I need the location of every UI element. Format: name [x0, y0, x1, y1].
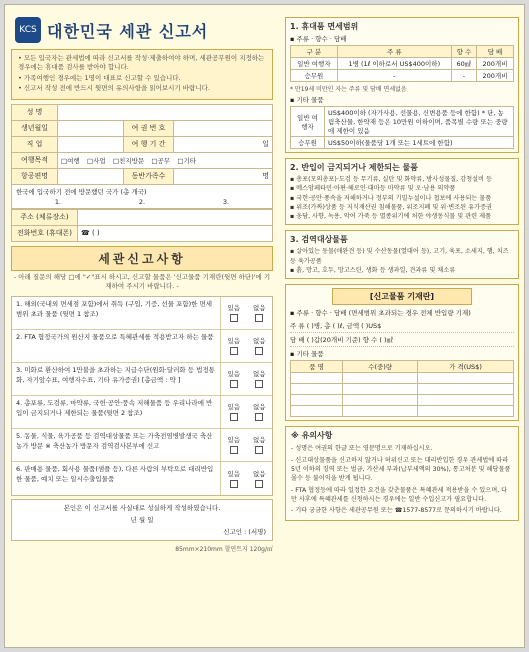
- caution-item: - 성명은 여권의 한글 또는 영문명으로 기재하십시오.: [291, 445, 433, 453]
- no-checkbox[interactable]: 없음: [253, 336, 266, 355]
- section-subheading: ▪ 기타 물품: [290, 96, 324, 104]
- yes-checkbox[interactable]: 있음: [227, 469, 240, 488]
- section-heading: 1. 휴대품 면세범위: [290, 22, 359, 31]
- list-item: ▪ 국헌·공안·풍속을 저해하거나 정부의 기밀누설이나 첩보에 사용되는 물품: [290, 194, 492, 202]
- declaration-item: [12, 330, 272, 363]
- no-checkbox[interactable]: 없음: [253, 435, 266, 454]
- job-field[interactable]: [58, 136, 124, 152]
- table-row: 승무원 - - 200개비: [291, 70, 514, 82]
- no-checkbox[interactable]: 없음: [253, 303, 266, 322]
- no-checkbox[interactable]: 없음: [253, 369, 266, 388]
- caution-item: - FTA 협정등에 따라 일정한 요건을 갖춘물품은 특혜관세 적용받을 수 있으며, 다만 사후에 특혜관세를 신청하시는 경우에는 일반 수입신고가 필요합니다.: [291, 486, 508, 503]
- declaration-item: [12, 297, 272, 330]
- address-field[interactable]: [78, 209, 273, 225]
- personal-info-table: [11, 104, 273, 185]
- declaration-item: [12, 462, 272, 495]
- front-page: [11, 11, 273, 553]
- yes-checkbox[interactable]: 있음: [227, 336, 240, 355]
- phone-field[interactable]: ☎ ( ): [78, 225, 273, 241]
- passport-label: 여 권 번 호: [124, 120, 174, 136]
- table-header: 주 류: [337, 46, 451, 58]
- visited-3: 3.: [222, 197, 230, 206]
- flight-label: 항공편명: [12, 168, 58, 184]
- address-label: 주소 (체류장소): [12, 209, 78, 225]
- purpose-other-checkbox[interactable]: □기타: [177, 156, 197, 165]
- yes-checkbox[interactable]: 있음: [227, 303, 240, 322]
- name-field[interactable]: [58, 104, 273, 120]
- list-item: ▪ 위조(가짜)상품 등 지식재산권 침해물품, 위조지폐 및 위·변조된 유가증권: [290, 203, 493, 211]
- list-item: ▪ 메스암페타민·아편·헤로인·대마등 마약류 및 오·남용 의약품: [290, 185, 456, 193]
- item-text: 6. 판매용 물품, 회사용 물품(샘플 등), 다른 사람의 부탁으로 대리반입한 물품, 예치 또는 일시수출입물품: [16, 464, 214, 483]
- item-text: 1. 해외(국내외 면세점 포함)에서 취득 (구입, 기증, 선물 포함)한 면세범위 초과 물품 (뒷면 1 참조): [16, 299, 213, 318]
- companions-field[interactable]: [174, 168, 273, 184]
- list-item: ▪ 살아있는 동물(애완견 등) 및 수산동물(열대어 등), 고기, 육포, 소세지, 햄, 치즈 등 육가공품: [290, 248, 509, 265]
- table-row: 일반 여행자 1병 (1ℓ 이하로서 US$400이하) 60㎖ 200개비: [291, 58, 514, 70]
- caution-item: - 신고대상물품을 신고하지 않거나 허위신고 또는 대리반입한 경우 관세법에 따라 5년 이하의 징역 또는 벌금, 가산세 부과(납부세액의 30%), 통고처분 및 해당물품 몰수 등 불이익을 받게 됩니다.: [291, 456, 511, 483]
- item-text: 4. 총포류, 도검류, 마약류, 국헌·공안·풍속 저해물품 등 우리나라에 반입이 금지되거나 제한되는 물품(뒷면 2 참조): [16, 398, 213, 417]
- flight-field[interactable]: [58, 168, 124, 184]
- form-header: [11, 11, 273, 49]
- declare-date[interactable]: 년 월 일: [130, 515, 154, 524]
- table-row: 승무원 US$50이하(물품당 1개 또는 1세트에 한함): [291, 137, 514, 149]
- item-text: 2. FTA 협정국가의 원산지 물품으로 특혜관세를 적용받고자 하는 물품: [16, 332, 214, 341]
- item-text: 5. 동물, 식물, 육가공품 등 검역대상물품 또는 가축전염병발생국 축산농가 방문 ※ 축산농가 방문자 검역검사본부에 신고: [16, 431, 213, 450]
- table-row: [291, 395, 514, 406]
- table-row: [291, 384, 514, 395]
- declaration-items: [11, 296, 273, 496]
- purpose-business-checkbox[interactable]: □사업: [86, 156, 106, 165]
- passport-field[interactable]: [174, 120, 273, 136]
- section-heading: 3. 검역대상물품: [290, 235, 348, 245]
- dob-label: 생년월일: [12, 120, 58, 136]
- list-item: ▪ 총포(모의총포)·도검 등 무기류, 실탄 및 화약류, 방사성물질, 감청설비 등: [290, 176, 492, 183]
- list-item: ▪ 웅담, 사향, 녹용, 악어 가죽 등 멸종위기에 처한 야생동식물 및 관련 제품: [290, 213, 492, 221]
- caution-section: [285, 426, 519, 521]
- quarantine-section: [285, 230, 519, 279]
- visited-2: 2.: [138, 197, 146, 206]
- tobacco-perfume-field[interactable]: 담 배 ( )갑(20개비 기준) 향 수 ( )㎖: [290, 333, 514, 347]
- yes-checkbox[interactable]: 있음: [227, 369, 240, 388]
- no-checkbox[interactable]: 없음: [253, 402, 266, 421]
- table-header: 품 명: [291, 361, 343, 373]
- customs-emblem-icon: KCS: [15, 17, 41, 43]
- purpose-options: [58, 152, 273, 168]
- caution-item: - 기타 궁금한 사항은 세관공무원 또는 ☎1577-8577로 문의하시기 바랍니다.: [291, 507, 502, 515]
- section-heading: 2. 반입이 금지되거나 제한되는 물품: [290, 163, 418, 172]
- table-row: [291, 406, 514, 417]
- signature-field[interactable]: 신고인 : (서명): [223, 527, 266, 536]
- no-checkbox[interactable]: 없음: [253, 469, 266, 488]
- table-header: 구 분: [291, 46, 338, 58]
- declaration-section-subtitle: - 아래 질문의 해당 □에 "✓"표시 하시고, 신고할 물품은 '신고물품 기재란(뒷면 하단)'에 기재하여 주시기 바랍니다. -: [13, 272, 271, 290]
- purpose-official-checkbox[interactable]: □공무: [151, 156, 171, 165]
- period-unit: 일: [262, 140, 269, 149]
- section-subheading: ▪ 주류 · 향수 · 담배 (면세범위 초과되는 경우 전체 반입량 기재): [290, 309, 471, 318]
- declaration-item: [12, 429, 272, 462]
- declaration-item: [12, 396, 272, 429]
- liquor-field[interactable]: 주 류 ( )병, 총 ( )ℓ, 금액 ( )US$: [290, 319, 514, 333]
- visited-1: 1.: [54, 197, 62, 206]
- purpose-travel-checkbox[interactable]: □여행: [61, 156, 80, 165]
- companions-unit: 명: [262, 172, 269, 181]
- declare-statement: 본인은 이 신고서를 사실대로 성실하게 작성하였습니다.: [63, 503, 221, 512]
- section-heading: ※ 유의사항: [291, 431, 333, 441]
- other-goods-table: [290, 106, 514, 149]
- table-row: 일반 여행자 US$400이하 (자가사용, 선물용, 신변용품 등에 한함) * 단, 농림축산물, 한약재 등은 10만원 이하이며, 품목별 수량 또는 중량에 제한이 있음: [291, 107, 514, 137]
- back-page: [285, 17, 519, 521]
- section-subheading: ▪ 주류 · 향수 · 담배: [290, 35, 347, 43]
- duty-free-table: [290, 45, 514, 82]
- period-label: 여 행 기 간: [124, 136, 174, 152]
- age-note: * 만19세 미만인 자는 주류 및 담배 면세없음: [290, 86, 407, 93]
- declared-goods-form: [285, 284, 519, 421]
- table-header: 담 배: [477, 46, 514, 58]
- table-header: 수(중)량: [343, 361, 418, 373]
- list-item: ▪ 흙, 망고, 호두, 망고스틴, 생화 등 생과일, 견과류 및 채소류: [290, 267, 456, 275]
- declaration-form: [4, 4, 525, 648]
- yes-checkbox[interactable]: 있음: [227, 435, 240, 454]
- contact-table: [11, 209, 273, 242]
- notice-line: • 가족여행인 경우에는 1명이 대표로 신고할 수 있습니다.: [18, 73, 181, 82]
- prohibited-section: [285, 158, 519, 225]
- yes-checkbox[interactable]: 있음: [227, 402, 240, 421]
- purpose-label: 여행목적: [12, 152, 58, 168]
- notice-line: • 모든 입국자는 관세법에 따라 신고서를 작성·제출하여야 하며, 세관공무원이 지정하는 경우에는 휴대품 검사를 받아야 합니다.: [18, 54, 265, 72]
- dob-field[interactable]: [58, 120, 124, 136]
- duty-free-section: [285, 17, 519, 153]
- paper-spec: 85mm×210mm 할연트지 120g/㎡: [175, 545, 273, 553]
- companions-label: 동반가족수: [124, 168, 174, 184]
- form-box-title: [신고물품 기재란]: [332, 288, 472, 305]
- name-label: 성 명: [12, 104, 58, 120]
- signature-box: [11, 499, 273, 541]
- table-header: 가 격(US$): [418, 361, 514, 373]
- table-row: [291, 373, 514, 384]
- item-text: 3. 미화로 환산하여 1만불을 초과하는 지급수단(원화·달러화 등 법정통화, 자기앞수표, 여행자수표, 기타 유가증권) [총금액 : 약 ]: [16, 365, 215, 384]
- goods-table: [290, 360, 514, 417]
- visited-label: 한국에 입국하기 전에 방문했던 국가 (총 개국): [16, 187, 147, 196]
- section-subheading: ▪ 기타 물품: [290, 350, 324, 359]
- declaration-item: [12, 363, 272, 396]
- period-field[interactable]: [174, 136, 273, 152]
- purpose-family-checkbox[interactable]: □친지방문: [112, 156, 145, 165]
- phone-label: 전화번호 (휴대폰): [12, 225, 78, 241]
- job-label: 직 업: [12, 136, 58, 152]
- table-header: 향 수: [451, 46, 476, 58]
- declaration-section-title: 세관신고사항: [11, 246, 273, 271]
- form-title: 대한민국 세관 신고서: [47, 21, 209, 41]
- visited-countries[interactable]: [11, 185, 273, 209]
- notice-box: [11, 49, 273, 100]
- notice-line: • 신고서 작성 전에 반드시 뒷면의 유의사항을 읽어보시기 바랍니다.: [18, 84, 210, 93]
